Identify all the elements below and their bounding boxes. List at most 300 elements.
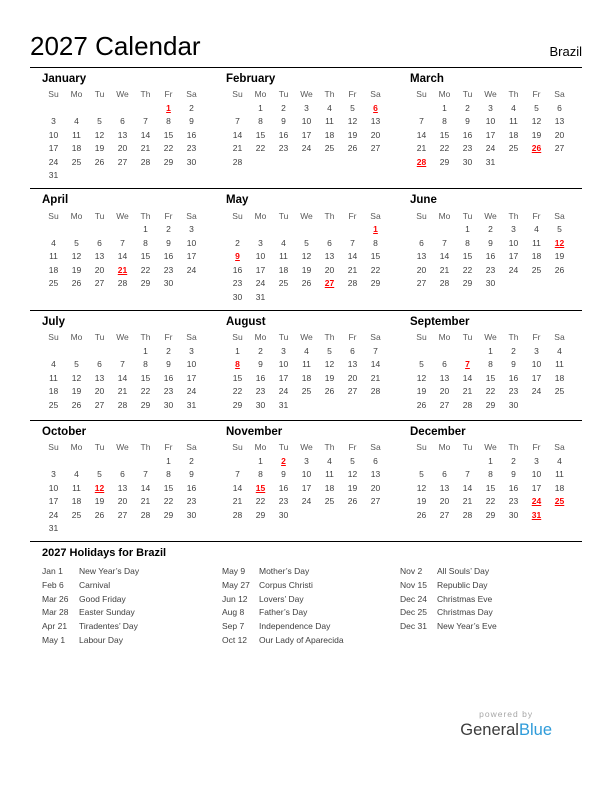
week-row <box>226 468 387 482</box>
holiday-item <box>42 593 222 607</box>
empty-cell <box>65 101 88 115</box>
empty-cell <box>341 223 364 237</box>
day-cell: 16 <box>163 372 174 383</box>
holiday-date: Dec 25 <box>400 607 427 618</box>
brand-general-text: General <box>460 721 519 739</box>
holiday-name: Christmas Day <box>437 607 493 618</box>
day-cell: 11 <box>49 251 58 262</box>
day-cell: 3 <box>304 455 309 466</box>
day-cell: 26 <box>301 278 312 289</box>
day-cell: 5 <box>327 345 332 356</box>
holiday-name: Lovers’ Day <box>259 593 304 604</box>
weekday-label: Mo <box>438 210 451 221</box>
day-cell: 12 <box>71 372 82 383</box>
empty-cell <box>134 169 157 183</box>
day-cell: 24 <box>255 278 266 289</box>
weeks <box>410 101 571 169</box>
empty-cell <box>295 155 318 169</box>
day-cell: 5 <box>97 469 102 480</box>
weekday-label: Su <box>416 332 427 343</box>
day-cell: 29 <box>485 399 496 410</box>
empty-cell <box>88 344 111 358</box>
day-cell: 11 <box>555 469 564 480</box>
day-cell: 29 <box>163 156 174 167</box>
holiday-date: Feb 6 <box>42 579 64 590</box>
day-cell: 17 <box>531 482 542 493</box>
month-august <box>214 311 398 420</box>
day-cell: 15 <box>232 372 243 383</box>
empty-cell <box>318 155 341 169</box>
weekday-label: Su <box>48 442 59 453</box>
weekday-row <box>42 88 203 102</box>
day-cell: 5 <box>304 237 309 248</box>
weekday-label: Th <box>140 210 151 221</box>
week-row <box>42 223 203 237</box>
weekday-label: Tu <box>94 210 105 221</box>
day-cell: 13 <box>370 116 381 127</box>
week-row <box>42 142 203 156</box>
day-cell: 30 <box>278 509 289 520</box>
empty-cell <box>226 101 249 115</box>
day-cell: 11 <box>555 359 564 370</box>
week-row <box>42 481 203 495</box>
day-cell: 15 <box>255 129 266 140</box>
day-cell: 8 <box>488 469 493 480</box>
day-cell: 24 <box>301 143 312 154</box>
day-cell: 21 <box>370 372 381 383</box>
month-april <box>30 189 214 310</box>
day-cell: 23 <box>232 278 243 289</box>
empty-cell <box>272 290 295 304</box>
week-row <box>226 508 387 522</box>
holiday-date: Oct 12 <box>222 635 248 646</box>
day-cell: 15 <box>163 129 174 140</box>
day-cell: 10 <box>531 359 542 370</box>
week-row <box>226 358 387 372</box>
day-cell: 25 <box>71 156 82 167</box>
day-cell: 31 <box>48 170 59 181</box>
empty-cell <box>226 223 249 237</box>
day-cell: 28 <box>117 399 128 410</box>
day-cell: 29 <box>140 278 151 289</box>
holiday-name: Carnival <box>79 579 111 590</box>
month-title: August <box>226 315 266 328</box>
weekday-row <box>226 209 387 223</box>
day-cell: 18 <box>324 482 335 493</box>
month-grid <box>226 331 387 412</box>
day-cell: 19 <box>416 386 427 397</box>
week-row <box>410 398 571 412</box>
day-cell: 25 <box>301 386 312 397</box>
day-cell: 3 <box>534 345 539 356</box>
holiday-day-cell: 26 <box>531 143 542 154</box>
day-cell: 12 <box>531 116 542 127</box>
day-cell: 17 <box>48 143 59 154</box>
month-march <box>398 68 582 189</box>
month-grid <box>42 331 203 412</box>
holiday-day-cell: 7 <box>465 359 470 370</box>
empty-cell <box>249 223 272 237</box>
holiday-date: May 1 <box>42 635 66 646</box>
week-row <box>410 358 571 372</box>
day-cell: 23 <box>186 143 197 154</box>
day-cell: 28 <box>117 278 128 289</box>
empty-cell <box>180 277 203 291</box>
day-cell: 13 <box>439 372 450 383</box>
calendar-grid <box>30 68 582 543</box>
day-cell: 22 <box>255 143 266 154</box>
day-cell: 12 <box>416 372 427 383</box>
holiday-day-cell: 21 <box>117 264 128 275</box>
day-cell: 4 <box>74 116 79 127</box>
day-cell: 17 <box>531 372 542 383</box>
day-cell: 4 <box>511 102 516 113</box>
day-cell: 22 <box>485 496 496 507</box>
day-cell: 3 <box>258 237 263 248</box>
empty-cell <box>525 155 548 169</box>
weekday-label: Fr <box>532 442 541 453</box>
day-cell: 10 <box>48 129 59 140</box>
day-cell: 13 <box>347 359 358 370</box>
weeks <box>226 344 387 412</box>
day-cell: 10 <box>48 482 59 493</box>
week-row <box>226 398 387 412</box>
day-cell: 16 <box>163 251 174 262</box>
day-cell: 25 <box>324 496 335 507</box>
weekday-label: We <box>116 332 129 343</box>
day-cell: 17 <box>508 251 519 262</box>
day-cell: 1 <box>258 455 263 466</box>
day-cell: 24 <box>48 509 59 520</box>
holiday-day-cell: 25 <box>554 496 565 507</box>
week-row <box>42 169 203 183</box>
day-cell: 4 <box>557 455 562 466</box>
holiday-name: All Souls’ Day <box>437 566 490 577</box>
day-cell: 30 <box>485 278 496 289</box>
day-cell: 26 <box>416 509 427 520</box>
weekday-label: Mo <box>254 89 267 100</box>
day-cell: 5 <box>557 224 562 235</box>
weekday-label: Fr <box>348 442 357 453</box>
day-cell: 2 <box>511 345 516 356</box>
weekday-row <box>42 331 203 345</box>
weekday-label: Sa <box>554 210 565 221</box>
footer-logo <box>460 709 552 740</box>
day-cell: 26 <box>324 386 335 397</box>
day-cell: 27 <box>370 143 381 154</box>
holiday-item <box>400 579 582 593</box>
day-cell: 24 <box>508 264 519 275</box>
day-cell: 19 <box>94 496 105 507</box>
day-cell: 7 <box>350 237 355 248</box>
page-title: 2027 Calendar <box>30 31 201 61</box>
day-cell: 27 <box>554 143 565 154</box>
day-cell: 6 <box>557 102 562 113</box>
page-header <box>30 0 582 68</box>
day-cell: 24 <box>278 386 289 397</box>
day-cell: 6 <box>120 116 125 127</box>
day-cell: 20 <box>117 143 128 154</box>
day-cell: 16 <box>508 482 519 493</box>
weekday-label: Sa <box>186 210 197 221</box>
week-row <box>226 454 387 468</box>
day-cell: 20 <box>117 496 128 507</box>
weekday-label: Tu <box>94 442 105 453</box>
weekday-header <box>226 88 387 102</box>
empty-cell <box>341 508 364 522</box>
weekday-header <box>410 88 571 102</box>
day-cell: 18 <box>71 496 82 507</box>
empty-cell <box>134 454 157 468</box>
day-cell: 26 <box>94 156 105 167</box>
week-row <box>42 522 203 536</box>
day-cell: 3 <box>534 455 539 466</box>
weekday-row <box>226 88 387 102</box>
day-cell: 6 <box>327 237 332 248</box>
day-cell: 18 <box>48 264 59 275</box>
holiday-day-cell: 12 <box>554 237 565 248</box>
day-cell: 3 <box>51 469 56 480</box>
weekday-label: Sa <box>554 442 565 453</box>
day-cell: 16 <box>186 129 197 140</box>
day-cell: 11 <box>49 372 58 383</box>
weekday-label: Su <box>416 210 427 221</box>
weekday-row <box>42 209 203 223</box>
day-cell: 9 <box>281 469 286 480</box>
week-row <box>410 495 571 509</box>
day-cell: 18 <box>508 129 519 140</box>
month-october <box>30 421 214 542</box>
day-cell: 10 <box>531 469 542 480</box>
week-row <box>410 371 571 385</box>
week-row <box>42 236 203 250</box>
weekday-label: Tu <box>462 442 473 453</box>
day-cell: 12 <box>71 251 82 262</box>
day-cell: 18 <box>278 264 289 275</box>
day-cell: 23 <box>462 143 473 154</box>
day-cell: 31 <box>278 399 289 410</box>
day-cell: 6 <box>120 469 125 480</box>
day-cell: 4 <box>534 224 539 235</box>
day-cell: 20 <box>370 482 381 493</box>
empty-cell <box>410 223 433 237</box>
month-title: September <box>410 315 470 328</box>
day-cell: 21 <box>347 264 358 275</box>
weekday-header <box>42 209 203 223</box>
day-cell: 6 <box>350 345 355 356</box>
day-cell: 8 <box>143 237 148 248</box>
week-row <box>226 236 387 250</box>
month-title: March <box>410 72 444 85</box>
empty-cell <box>410 101 433 115</box>
day-cell: 25 <box>508 143 519 154</box>
day-cell: 11 <box>279 251 288 262</box>
holiday-item <box>222 579 400 593</box>
weekday-label: Mo <box>70 89 83 100</box>
week-row <box>42 263 203 277</box>
day-cell: 28 <box>232 156 243 167</box>
day-cell: 4 <box>51 237 56 248</box>
day-cell: 1 <box>143 345 148 356</box>
holiday-item <box>222 565 400 579</box>
weeks <box>226 223 387 304</box>
day-cell: 21 <box>232 496 243 507</box>
holiday-date: Jan 1 <box>42 566 63 577</box>
day-cell: 22 <box>163 143 174 154</box>
week-row <box>226 115 387 129</box>
holiday-date: Aug 8 <box>222 607 245 618</box>
week-row <box>410 344 571 358</box>
day-cell: 22 <box>485 386 496 397</box>
weekday-label: Th <box>508 89 519 100</box>
weekday-label: Mo <box>70 332 83 343</box>
country-label: Brazil <box>549 43 582 59</box>
day-cell: 20 <box>94 264 105 275</box>
empty-cell <box>525 277 548 291</box>
day-cell: 9 <box>488 237 493 248</box>
day-cell: 19 <box>347 129 358 140</box>
empty-cell <box>502 277 525 291</box>
day-cell: 3 <box>304 102 309 113</box>
weeks <box>42 101 203 182</box>
day-cell: 24 <box>186 264 197 275</box>
holiday-item <box>42 634 222 648</box>
day-cell: 24 <box>301 496 312 507</box>
weekday-label: Su <box>48 89 59 100</box>
weekday-label: We <box>484 442 497 453</box>
empty-cell <box>111 101 134 115</box>
day-cell: 9 <box>281 116 286 127</box>
weekday-label: Sa <box>370 332 381 343</box>
brand-blue-text: Blue <box>518 721 552 739</box>
day-cell: 8 <box>258 469 263 480</box>
day-cell: 1 <box>235 345 240 356</box>
weekday-label: Mo <box>70 442 83 453</box>
weekday-label: Th <box>508 210 519 221</box>
day-cell: 12 <box>94 129 105 140</box>
holiday-item <box>222 634 400 648</box>
empty-cell <box>525 398 548 412</box>
weekday-label: Mo <box>438 332 451 343</box>
day-cell: 8 <box>442 116 447 127</box>
week-row <box>226 290 387 304</box>
day-cell: 23 <box>485 264 496 275</box>
weekday-label: We <box>300 89 313 100</box>
day-cell: 6 <box>442 359 447 370</box>
day-cell: 28 <box>462 399 473 410</box>
day-cell: 11 <box>302 359 311 370</box>
day-cell: 5 <box>97 116 102 127</box>
day-cell: 25 <box>48 399 59 410</box>
day-cell: 8 <box>258 116 263 127</box>
weekday-header <box>410 441 571 455</box>
day-cell: 22 <box>462 264 473 275</box>
holiday-name: Tiradentes’ Day <box>79 621 138 632</box>
day-cell: 28 <box>232 509 243 520</box>
empty-cell <box>111 522 134 536</box>
weekday-label: We <box>300 442 313 453</box>
empty-cell <box>88 522 111 536</box>
weekday-label: Mo <box>438 89 451 100</box>
day-cell: 28 <box>347 278 358 289</box>
day-cell: 29 <box>255 509 266 520</box>
day-cell: 12 <box>416 482 427 493</box>
week-row <box>226 155 387 169</box>
day-cell: 14 <box>140 482 151 493</box>
weekday-label: We <box>484 210 497 221</box>
weekday-row <box>226 331 387 345</box>
day-cell: 8 <box>488 359 493 370</box>
day-cell: 17 <box>255 264 266 275</box>
week-row <box>410 385 571 399</box>
empty-cell <box>341 290 364 304</box>
day-cell: 28 <box>462 509 473 520</box>
weeks <box>42 454 203 535</box>
day-cell: 22 <box>255 496 266 507</box>
weekday-label: Th <box>508 332 519 343</box>
day-cell: 2 <box>465 102 470 113</box>
empty-cell <box>548 277 571 291</box>
weekday-row <box>42 441 203 455</box>
week-row <box>42 454 203 468</box>
day-cell: 18 <box>554 372 565 383</box>
weekday-header <box>226 441 387 455</box>
weekday-row <box>410 331 571 345</box>
day-cell: 5 <box>74 359 79 370</box>
weekday-label: Fr <box>348 210 357 221</box>
weekday-header <box>42 441 203 455</box>
holiday-date: Apr 21 <box>42 621 68 632</box>
day-cell: 23 <box>186 496 197 507</box>
weekday-label: Th <box>140 442 151 453</box>
empty-cell <box>364 155 387 169</box>
empty-cell <box>88 169 111 183</box>
month-grid <box>410 441 571 522</box>
weekday-label: Fr <box>532 89 541 100</box>
day-cell: 10 <box>186 359 197 370</box>
weekday-label: Su <box>232 332 243 343</box>
day-cell: 20 <box>439 386 450 397</box>
month-grid <box>410 88 571 169</box>
month-row-3 <box>30 311 582 421</box>
week-row <box>226 344 387 358</box>
empty-cell <box>364 508 387 522</box>
day-cell: 30 <box>508 399 519 410</box>
empty-cell <box>88 101 111 115</box>
day-cell: 26 <box>71 399 82 410</box>
day-cell: 6 <box>97 237 102 248</box>
empty-cell <box>433 223 456 237</box>
day-cell: 11 <box>532 237 541 248</box>
holiday-name: Corpus Christi <box>259 579 313 590</box>
holiday-name: Good Friday <box>79 593 126 604</box>
week-row <box>410 508 571 522</box>
holiday-day-cell: 28 <box>416 156 427 167</box>
weekday-header <box>410 331 571 345</box>
weekday-row <box>410 88 571 102</box>
month-title: October <box>42 425 87 438</box>
day-cell: 19 <box>554 251 565 262</box>
day-cell: 28 <box>140 156 151 167</box>
day-cell: 2 <box>258 345 263 356</box>
day-cell: 28 <box>140 509 151 520</box>
holiday-item <box>400 565 582 579</box>
week-row <box>42 344 203 358</box>
weekday-label: Fr <box>532 210 541 221</box>
month-november <box>214 421 398 542</box>
week-row <box>410 236 571 250</box>
powered-by-label: powered by <box>479 709 534 719</box>
